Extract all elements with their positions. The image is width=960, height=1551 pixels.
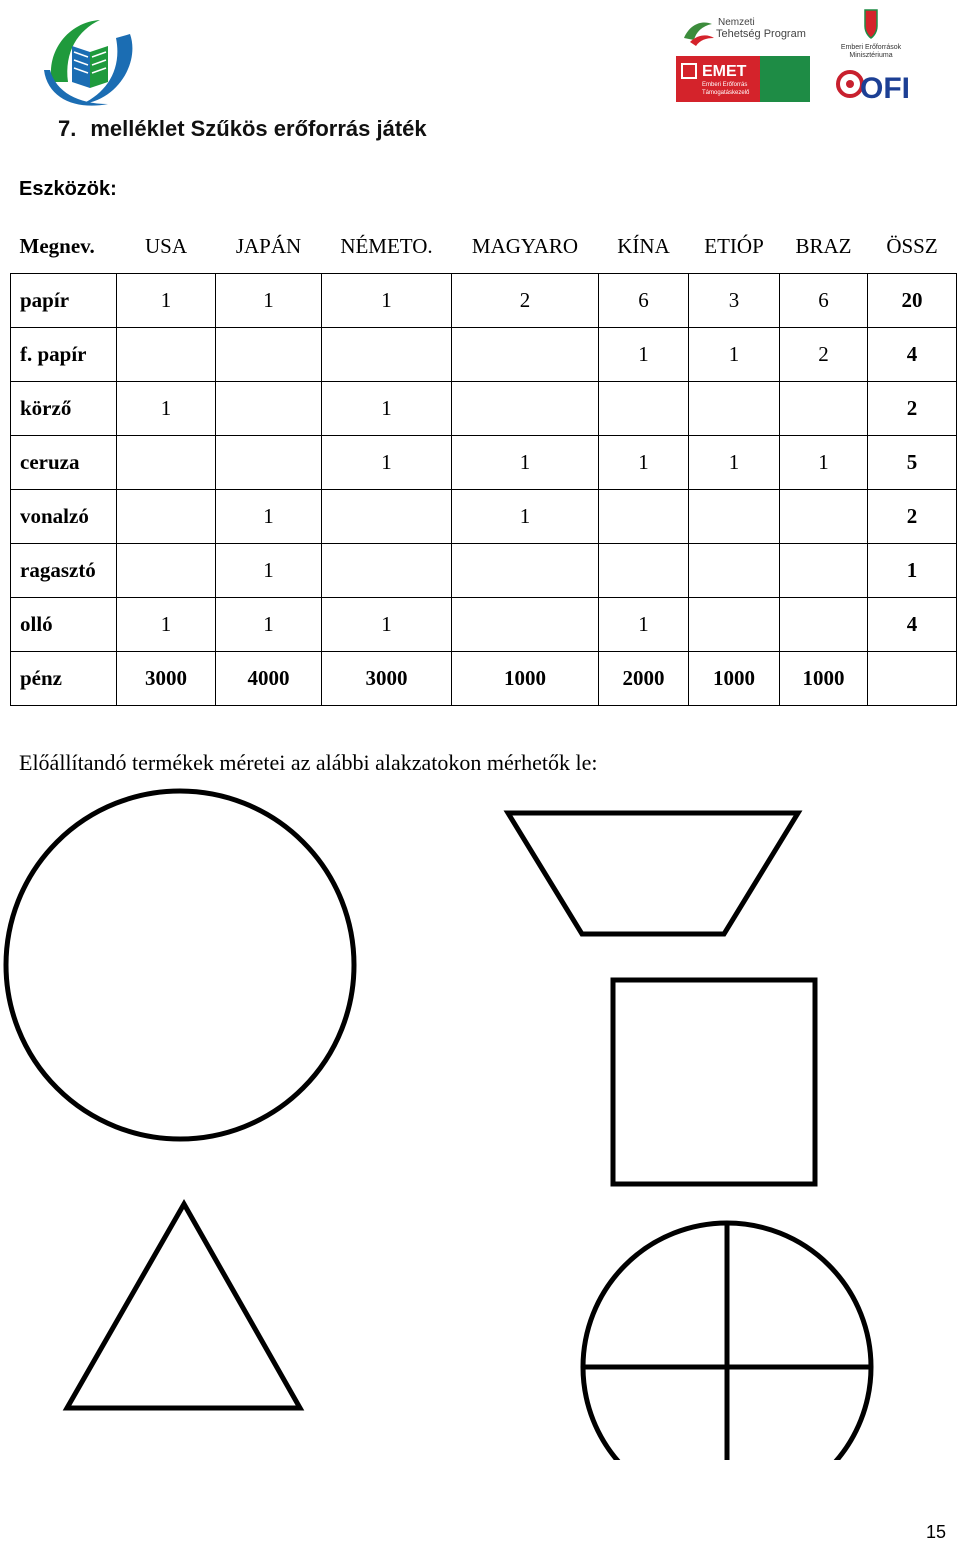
- ntp-line1: Nemzeti: [718, 17, 755, 28]
- table-cell: 3000: [117, 652, 216, 706]
- table-cell: 20: [868, 274, 957, 328]
- table-cell: [117, 328, 216, 382]
- table-cell: 1: [322, 382, 452, 436]
- table-row: [11, 490, 957, 544]
- table-cell: 1: [599, 436, 689, 490]
- emmi-line2: Minisztériuma: [849, 52, 893, 59]
- table-cell: 1: [117, 598, 216, 652]
- table-cell: [452, 598, 599, 652]
- table-cell: [452, 544, 599, 598]
- table-row: [11, 274, 957, 328]
- ntp-line2: Tehetség Program: [716, 28, 806, 40]
- table-cell: 2: [868, 382, 957, 436]
- table-cell: 1: [117, 382, 216, 436]
- emet-title: EMET: [702, 63, 747, 80]
- table-cell: 1: [599, 598, 689, 652]
- table-cell: 4: [868, 598, 957, 652]
- table-cell: 1: [868, 544, 957, 598]
- table-cell: 1: [780, 436, 868, 490]
- column-header: KÍNA: [599, 220, 689, 274]
- shapes-area: [0, 780, 960, 1460]
- emet-sub1: Emberi Erőforrás: [702, 82, 748, 88]
- table-cell: [780, 544, 868, 598]
- table-cell: 1: [689, 328, 780, 382]
- table-cell: [868, 652, 957, 706]
- column-header: USA: [117, 220, 216, 274]
- circle-shape: [6, 791, 354, 1139]
- column-header: NÉMETO.: [322, 220, 452, 274]
- column-header: ÖSSZ: [868, 220, 957, 274]
- emmi-line1: Emberi Erőforrások: [840, 44, 902, 51]
- column-header: BRAZ: [780, 220, 868, 274]
- table-row: [11, 436, 957, 490]
- table-cell: 1: [599, 328, 689, 382]
- row-label: f. papír: [11, 328, 117, 382]
- table-cell: [322, 544, 452, 598]
- table-body: [11, 274, 957, 706]
- emet-logo: [676, 56, 810, 102]
- table-cell: 1: [452, 436, 599, 490]
- emmi-logo: [841, 10, 902, 59]
- table-cell: [117, 436, 216, 490]
- table-cell: 2: [868, 490, 957, 544]
- table-cell: [452, 328, 599, 382]
- table-cell: [689, 490, 780, 544]
- table-cell: [689, 598, 780, 652]
- table-cell: [117, 490, 216, 544]
- table-cell: 2: [780, 328, 868, 382]
- table-cell: 1000: [452, 652, 599, 706]
- table-cell: 4: [868, 328, 957, 382]
- row-label: ceruza: [11, 436, 117, 490]
- table-cell: 2: [452, 274, 599, 328]
- table-cell: 1: [452, 490, 599, 544]
- emet-sub2: Támogatáskezelő: [702, 90, 750, 96]
- table-cell: [780, 382, 868, 436]
- table-cell: [216, 382, 322, 436]
- section-heading: [58, 116, 427, 142]
- table-cell: [599, 382, 689, 436]
- table-cell: 6: [599, 274, 689, 328]
- heading-number: 7.: [58, 116, 77, 141]
- table-cell: [689, 544, 780, 598]
- table-cell: [599, 544, 689, 598]
- table-cell: 3: [689, 274, 780, 328]
- resource-table: [10, 220, 957, 706]
- table-cell: [452, 382, 599, 436]
- table-cell: [689, 382, 780, 436]
- table-cell: 2000: [599, 652, 689, 706]
- table-cell: 3000: [322, 652, 452, 706]
- shapes-caption: Előállítandó termékek méretei az alábbi alakzatokon mérhetők le:: [19, 750, 598, 775]
- quartered-circle-shape: [583, 1223, 871, 1460]
- table-cell: 1000: [780, 652, 868, 706]
- table-cell: 1: [216, 490, 322, 544]
- table-cell: [216, 436, 322, 490]
- column-header: ETIÓP: [689, 220, 780, 274]
- table-cell: 1000: [689, 652, 780, 706]
- column-header: MAGYARO: [452, 220, 599, 274]
- row-label: papír: [11, 274, 117, 328]
- table-cell: [599, 490, 689, 544]
- table-cell: 1: [689, 436, 780, 490]
- ofi-logo: [838, 72, 910, 105]
- row-label: pénz: [11, 652, 117, 706]
- column-header: Megnev.: [11, 220, 117, 274]
- ntp-logo: [684, 17, 806, 46]
- table-cell: 4000: [216, 652, 322, 706]
- table-row: [11, 652, 957, 706]
- table-header-row: [11, 220, 957, 274]
- table-cell: [117, 544, 216, 598]
- tools-label: Eszközök:: [19, 178, 117, 200]
- table-cell: 1: [322, 274, 452, 328]
- table-cell: [780, 598, 868, 652]
- trapezoid-shape: [508, 813, 798, 934]
- page-number: 15: [925, 1522, 946, 1542]
- table-cell: 1: [216, 544, 322, 598]
- table-cell: [322, 328, 452, 382]
- row-label: vonalzó: [11, 490, 117, 544]
- row-label: körző: [11, 382, 117, 436]
- table-cell: 1: [216, 274, 322, 328]
- table-row: [11, 544, 957, 598]
- table-cell: 1: [322, 598, 452, 652]
- ofi-text: OFI: [860, 72, 910, 105]
- institution-logo: [38, 12, 142, 110]
- table-cell: 1: [322, 436, 452, 490]
- table-cell: 5: [868, 436, 957, 490]
- table-cell: 6: [780, 274, 868, 328]
- row-label: olló: [11, 598, 117, 652]
- table-row: [11, 598, 957, 652]
- table-cell: 1: [117, 274, 216, 328]
- square-shape: [613, 980, 815, 1184]
- table-row: [11, 382, 957, 436]
- table-row: [11, 328, 957, 382]
- table-cell: [322, 490, 452, 544]
- table-cell: 1: [216, 598, 322, 652]
- column-header: JAPÁN: [216, 220, 322, 274]
- table-cell: [216, 328, 322, 382]
- triangle-shape: [67, 1204, 300, 1408]
- partner-logos: [672, 6, 912, 106]
- heading-text: melléklet Szűkös erőforrás játék: [90, 116, 427, 141]
- row-label: ragasztó: [11, 544, 117, 598]
- table-cell: [780, 490, 868, 544]
